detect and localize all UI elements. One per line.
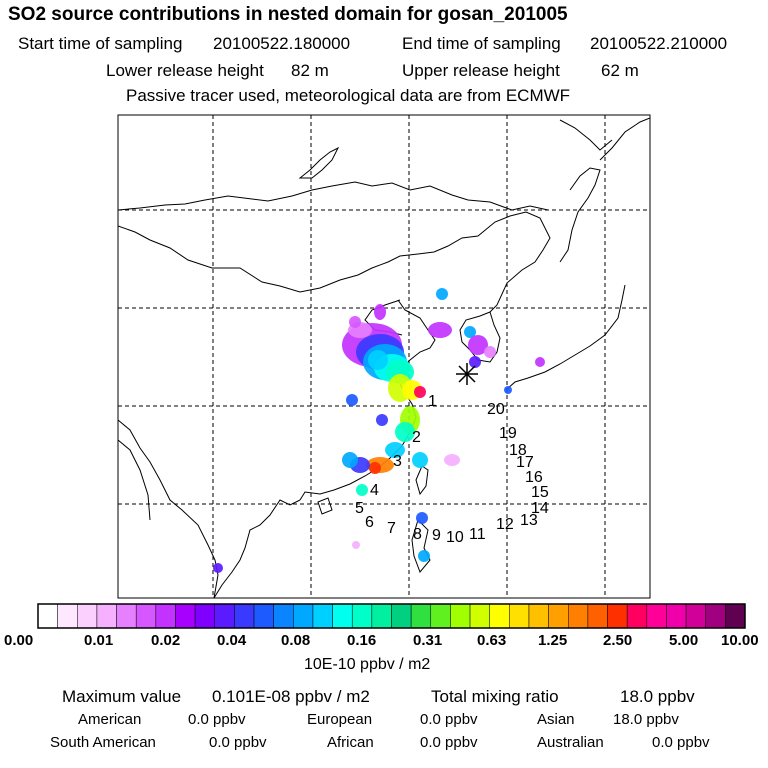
trajectory-label: 15 bbox=[531, 484, 549, 501]
trajectory-label: 4 bbox=[370, 482, 379, 499]
legend-color-cell bbox=[274, 604, 294, 628]
trajectory-label: 7 bbox=[387, 520, 396, 537]
region-value: 0.0 ppbv bbox=[420, 711, 478, 728]
end-time-value: 20100522.210000 bbox=[590, 34, 728, 53]
legend-color-cell bbox=[77, 604, 97, 628]
legend-color-cell bbox=[195, 604, 215, 628]
legend-tick-label: 0.02 bbox=[151, 632, 181, 649]
legend-color-cell bbox=[372, 604, 392, 628]
trajectory-label: 19 bbox=[499, 425, 517, 442]
legend-color-cell bbox=[608, 604, 628, 628]
legend-color-cell bbox=[588, 604, 608, 628]
tracer-note: Passive tracer used, meteorological data are from ECMWF bbox=[126, 86, 571, 105]
legend-color-cell bbox=[38, 604, 58, 628]
legend-units: 10E-10 ppbv / m2 bbox=[304, 656, 431, 673]
trajectory-label: 20 bbox=[487, 401, 505, 418]
trajectory-label: 5 bbox=[355, 500, 364, 517]
map-title: SO2 source contributions in nested domain for gosan_201005 bbox=[8, 4, 568, 25]
trajectory-label: 18 bbox=[509, 442, 527, 459]
trajectory-label: 10 bbox=[446, 529, 464, 546]
legend-color-cell bbox=[627, 604, 647, 628]
max-value-label: Maximum value bbox=[62, 687, 182, 706]
upper-height-value: 62 m bbox=[601, 61, 639, 80]
lower-height-label: Lower release height bbox=[106, 61, 264, 80]
legend-color-cell bbox=[549, 604, 569, 628]
trajectory-label: 2 bbox=[412, 429, 421, 446]
legend-tick-label: 0.04 bbox=[217, 632, 247, 649]
region-name: Australian bbox=[537, 734, 604, 751]
trajectory-label: 1 bbox=[428, 393, 437, 410]
legend-color-cell bbox=[254, 604, 274, 628]
total-mixing-label: Total mixing ratio bbox=[431, 687, 559, 706]
legend-color-cell bbox=[666, 604, 686, 628]
legend-tick-label: 0.63 bbox=[477, 632, 507, 649]
region-value: 0.0 ppbv bbox=[652, 734, 710, 751]
legend-color-cell bbox=[568, 604, 588, 628]
legend-color-cell bbox=[234, 604, 254, 628]
trajectory-label: 16 bbox=[525, 469, 543, 486]
trajectory-label: 9 bbox=[432, 527, 441, 544]
start-time-value: 20100522.180000 bbox=[213, 34, 351, 53]
region-name: African bbox=[327, 734, 374, 751]
legend-tick-label: 1.25 bbox=[538, 632, 568, 649]
region-value: 18.0 ppbv bbox=[613, 711, 679, 728]
legend-color-cell bbox=[509, 604, 529, 628]
legend-color-cell bbox=[136, 604, 156, 628]
legend-tick-label: 2.50 bbox=[603, 632, 633, 649]
total-mixing-value: 18.0 ppbv bbox=[620, 687, 695, 706]
trajectory-label: 8 bbox=[413, 526, 422, 543]
legend-tick-label: 0.01 bbox=[84, 632, 114, 649]
legend-color-cell bbox=[490, 604, 510, 628]
legend-color-cell bbox=[686, 604, 706, 628]
legend-tick-label: 0.16 bbox=[347, 632, 377, 649]
trajectory-label: 11 bbox=[469, 526, 486, 543]
region-value: 0.0 ppbv bbox=[188, 711, 246, 728]
trajectory-label: 6 bbox=[365, 514, 374, 531]
start-time-label: Start time of sampling bbox=[18, 34, 183, 53]
legend-color-cell bbox=[352, 604, 372, 628]
region-name: American bbox=[78, 711, 142, 728]
legend-tick-label: 10.00 bbox=[721, 632, 759, 649]
legend-color-cell bbox=[529, 604, 549, 628]
legend-color-cell bbox=[313, 604, 333, 628]
legend-color-cell bbox=[647, 604, 667, 628]
legend-color-cell bbox=[431, 604, 451, 628]
legend-tick-label: 0.31 bbox=[413, 632, 443, 649]
legend-color-cell bbox=[175, 604, 195, 628]
legend-color-cell bbox=[215, 604, 235, 628]
trajectory-label: 17 bbox=[516, 454, 534, 471]
legend-tick-label: 0.08 bbox=[281, 632, 311, 649]
region-name: European bbox=[307, 711, 373, 728]
legend-color-cell bbox=[392, 604, 412, 628]
legend-color-cell bbox=[411, 604, 431, 628]
legend-color-cell bbox=[156, 604, 176, 628]
trajectory-label: 14 bbox=[531, 500, 549, 517]
trajectory-label: 3 bbox=[393, 453, 402, 470]
trajectory-label: 12 bbox=[496, 516, 514, 533]
legend-color-cell bbox=[706, 604, 726, 628]
legend-color-cell bbox=[725, 604, 745, 628]
end-time-label: End time of sampling bbox=[402, 34, 561, 53]
legend-tick-label: 5.00 bbox=[669, 632, 699, 649]
legend-color-cell bbox=[293, 604, 313, 628]
legend-color-cell bbox=[117, 604, 137, 628]
region-value: 0.0 ppbv bbox=[209, 734, 267, 751]
max-value: 0.101E-08 ppbv / m2 bbox=[212, 687, 370, 706]
legend-tick-label: 0.00 bbox=[4, 632, 34, 649]
legend-color-cell bbox=[58, 604, 78, 628]
trajectory-label: 13 bbox=[520, 512, 538, 529]
legend-color-cell bbox=[333, 604, 353, 628]
legend-color-cell bbox=[470, 604, 490, 628]
region-name: South American bbox=[50, 734, 156, 751]
lower-height-value: 82 m bbox=[291, 61, 329, 80]
legend-color-cell bbox=[97, 604, 117, 628]
upper-height-label: Upper release height bbox=[402, 61, 560, 80]
region-name: Asian bbox=[537, 711, 575, 728]
legend-color-cell bbox=[450, 604, 470, 628]
region-value: 0.0 ppbv bbox=[420, 734, 478, 751]
